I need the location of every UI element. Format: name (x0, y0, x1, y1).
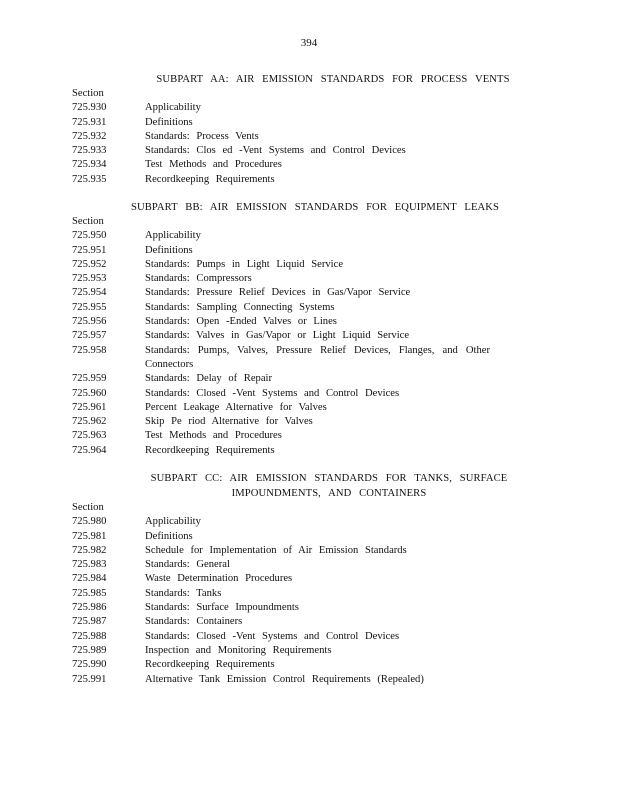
section-number: 725.963 (72, 430, 107, 442)
section-title: Recordkeeping Requirements (145, 173, 275, 185)
section-number: 725.962 (72, 416, 107, 428)
section-number: 725.932 (72, 130, 107, 142)
section-title: Standards: Pumps, Valves, Pressure Relief Devices, Flanges, and Other Connectors (145, 344, 490, 370)
section-title: Applicability (145, 102, 201, 114)
section-row (0, 658, 618, 672)
section-number: 725.986 (72, 602, 107, 614)
subpart-cc-block (0, 471, 618, 687)
section-row (0, 173, 618, 187)
section-number: 725.985 (72, 587, 107, 599)
section-row (0, 130, 618, 144)
subpart-bb-heading: SUBPART BB: AIR EMISSION STANDARDS FOR EQUIPMENT LEAKS (130, 202, 500, 213)
page-number: 394 (300, 37, 318, 49)
section-row (0, 387, 618, 401)
section-number: 725.930 (72, 102, 107, 114)
section-row (0, 515, 618, 529)
section-title: Standards: Closed -Vent Systems and Control Devices (145, 387, 400, 399)
section-row (0, 558, 618, 572)
section-row (0, 644, 618, 658)
section-title: Standards: Surface Impoundments (145, 602, 299, 614)
section-title: Percent Leakage Alternative for Valves (145, 401, 327, 413)
section-row (0, 601, 618, 615)
section-title: Standards: Containers (145, 616, 243, 628)
section-number: 725.964 (72, 444, 107, 456)
section-title: Applicability (145, 230, 201, 242)
section-number: 725.960 (72, 387, 107, 399)
section-row (0, 415, 618, 429)
section-title: Inspection and Monitoring Requirements (145, 644, 332, 656)
section-number: 725.983 (72, 559, 107, 571)
section-number: 725.955 (72, 301, 107, 313)
section-row (0, 372, 618, 386)
section-number: 725.988 (72, 630, 107, 642)
section-row (0, 401, 618, 415)
section-number: 725.934 (72, 159, 107, 171)
section-row (0, 673, 618, 687)
section-title: Recordkeeping Requirements (145, 659, 275, 671)
section-row (0, 544, 618, 558)
section-number: 725.952 (72, 258, 107, 270)
section-row (0, 144, 618, 158)
section-title: Standards: Closed -Vent Systems and Control Devices (145, 630, 400, 642)
section-row (0, 116, 618, 130)
section-row (0, 272, 618, 286)
section-number: 725.987 (72, 616, 107, 628)
section-row (0, 572, 618, 586)
section-title: Applicability (145, 516, 201, 528)
section-title: Standards: Valves in Gas/Vapor or Light Liquid Service (145, 330, 410, 342)
section-number: 725.990 (72, 659, 107, 671)
section-number: 725.956 (72, 316, 107, 328)
section-row (0, 244, 618, 258)
section-row (0, 444, 618, 458)
subpart-bb-block (0, 200, 618, 458)
section-row (0, 301, 618, 315)
section-number: 725.957 (72, 330, 107, 342)
section-title: Standards: Open -Ended Valves or Lines (145, 316, 337, 328)
section-row (0, 315, 618, 329)
section-row (0, 530, 618, 544)
section-number: 725.959 (72, 373, 107, 385)
section-number: 725.953 (72, 273, 107, 285)
section-row (0, 229, 618, 243)
subpart-aa-heading: SUBPART AA: AIR EMISSION STANDARDS FOR PROCESS VENTS (156, 74, 510, 85)
section-title: Alternative Tank Emission Control Requirements (Repealed) (145, 673, 424, 685)
section-row (0, 344, 618, 373)
section-title: Waste Determination Procedures (145, 573, 293, 585)
section-number: 725.931 (72, 116, 107, 128)
section-row (0, 615, 618, 629)
section-number: 725.954 (72, 287, 107, 299)
section-number: 725.950 (72, 230, 107, 242)
section-title: Standards: Delay of Repair (145, 373, 273, 385)
section-title: Test Methods and Procedures (145, 159, 282, 171)
section-label: Section (72, 216, 104, 227)
section-title: Test Methods and Procedures (145, 430, 282, 442)
section-title: Standards: Pressure Relief Devices in Gas/Vapor Service (145, 287, 411, 299)
section-title: Standards: Clos ed -Vent Systems and Control Devices (145, 145, 406, 157)
section-number: 725.980 (72, 516, 107, 528)
section-number: 725.961 (72, 401, 107, 413)
section-number: 725.991 (72, 673, 107, 685)
section-number: 725.981 (72, 530, 107, 542)
section-row (0, 158, 618, 172)
section-title: Recordkeeping Requirements (145, 444, 275, 456)
section-number: 725.951 (72, 244, 107, 256)
section-title: Standards: Sampling Connecting Systems (145, 301, 335, 313)
section-label: Section (72, 502, 104, 513)
section-number: 725.933 (72, 145, 107, 157)
section-title: Standards: Process Vents (145, 130, 259, 142)
section-title: Standards: General (145, 559, 230, 571)
section-title: Standards: Compressors (145, 273, 252, 285)
section-title: Definitions (145, 530, 193, 542)
section-label: Section (72, 88, 104, 99)
section-row (0, 258, 618, 272)
section-row (0, 630, 618, 644)
subpart-cc-heading: SUBPART CC: AIR EMISSION STANDARDS FOR TANKS, SURFACE (150, 473, 508, 484)
section-row (0, 329, 618, 343)
section-row (0, 101, 618, 115)
section-number: 725.989 (72, 644, 107, 656)
subpart-aa-block (0, 72, 618, 187)
section-title: Schedule for Implementation of Air Emission Standards (145, 544, 407, 556)
section-title: Definitions (145, 116, 193, 128)
section-row (0, 286, 618, 300)
subpart-cc-heading-line2: IMPOUNDMENTS, AND CONTAINERS (231, 488, 427, 499)
section-title: Standards: Tanks (145, 587, 222, 599)
section-title: Skip Pe riod Alternative for Valves (145, 416, 313, 428)
section-number: 725.982 (72, 544, 107, 556)
section-number: 725.984 (72, 573, 107, 585)
section-row (0, 429, 618, 443)
section-number: 725.958 (72, 344, 107, 356)
section-row (0, 587, 618, 601)
section-title: Definitions (145, 244, 193, 256)
section-title: Standards: Pumps in Light Liquid Service (145, 258, 344, 270)
section-number: 725.935 (72, 173, 107, 185)
